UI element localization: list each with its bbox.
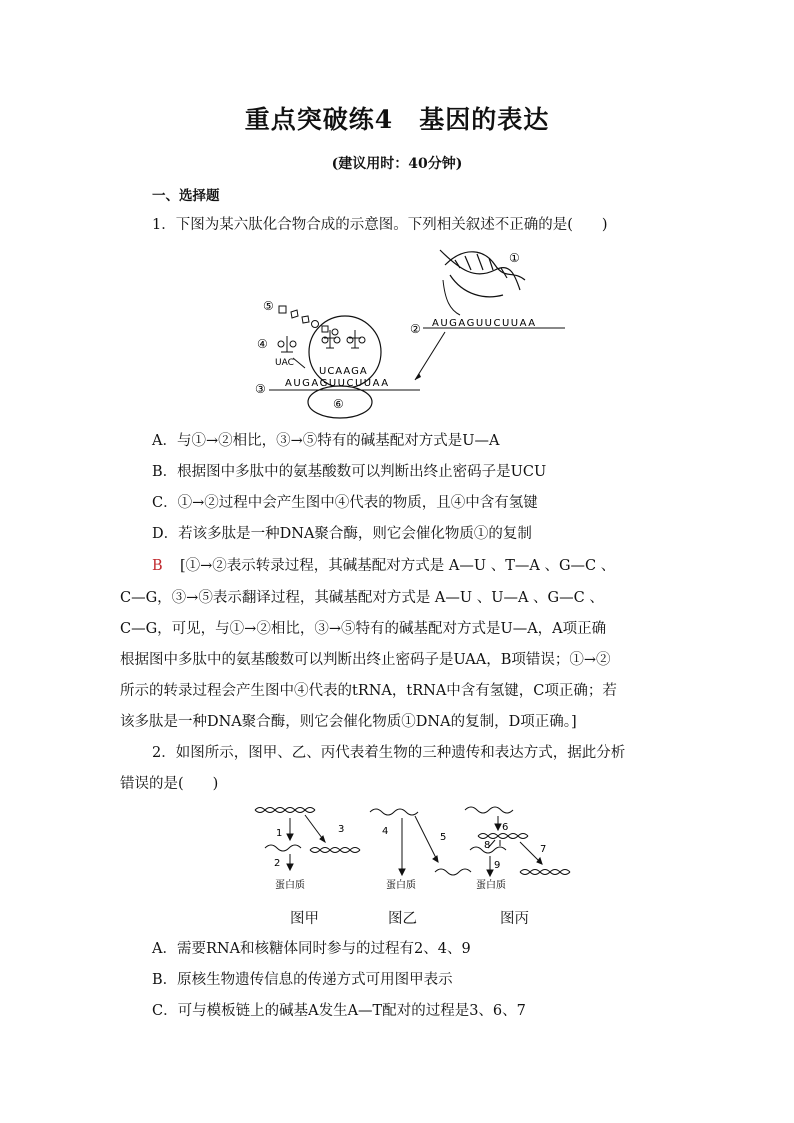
q2-figure xyxy=(250,800,590,900)
q1-figure xyxy=(245,240,590,420)
q1-explanation-line: 该多肽是一种DNA聚合酶，则它会催化物质①DNA的复制，D项正确。] xyxy=(120,714,577,730)
fig-num: 9 xyxy=(494,860,501,871)
fig-num: 1 xyxy=(276,828,283,839)
marker-6: ⑥ xyxy=(333,397,344,411)
marker-1: ① xyxy=(509,251,520,265)
q1-stem: 1．下图为某六肽化合物合成的示意图。下列相关叙述不正确的是( ) xyxy=(152,217,608,233)
q2-stem-line: 2．如图所示，图甲、乙、丙代表着生物的三种遗传和表达方式，据此分析 xyxy=(152,745,626,761)
q1-explanation-line: 所示的转录过程会产生图中④代表的tRNA，tRNA中含有氢键，C项正确；若 xyxy=(120,683,617,699)
trna-anticodon: UAC xyxy=(275,358,294,368)
q1-option-d: D．若该多肽是一种DNA聚合酶，则它会催化物质①的复制 xyxy=(152,526,532,542)
q2-option-c: C．可与模板链上的碱基A发生A—T配对的过程是3、6、7 xyxy=(152,1003,526,1019)
marker-3: ③ xyxy=(255,382,266,396)
rna-icon xyxy=(435,869,471,875)
page-title: 重点突破练4 基因的表达 xyxy=(244,105,550,134)
fig-label-b: 图乙 xyxy=(388,911,417,927)
fig-num: 5 xyxy=(440,832,447,843)
protein-label: 蛋白质 xyxy=(476,880,506,891)
rna-icon xyxy=(465,807,513,813)
marker-2: ② xyxy=(410,322,421,336)
marker-5: ⑤ xyxy=(263,299,274,313)
q2-stem-line: 错误的是( ) xyxy=(120,776,219,792)
dna-icon xyxy=(520,870,570,875)
fig-num: 2 xyxy=(274,858,281,869)
fig-num: 8 xyxy=(484,840,491,851)
fig-num: 4 xyxy=(382,826,389,837)
q1-explanation-line: [①→②表示转录过程，其碱基配对方式是 A—U 、T—A 、G—C 、 xyxy=(180,558,616,574)
q1-answer-letter: B xyxy=(152,558,163,574)
q1-explanation-line: C—G，③→⑤表示翻译过程，其碱基配对方式是 A—U 、U—A 、G—C 、 xyxy=(120,590,604,606)
marker-4: ④ xyxy=(257,337,268,351)
mrna-top-sequence: AUGAGUUCUUAA xyxy=(432,318,537,329)
protein-label: 蛋白质 xyxy=(275,880,305,891)
dna-icon xyxy=(478,834,528,839)
trna-icon xyxy=(278,336,296,352)
protein-label: 蛋白质 xyxy=(386,880,416,891)
mrna-icon xyxy=(265,845,301,851)
mrna-bottom-sequence: AUGAGUUCUUAA xyxy=(285,378,390,389)
q2-option-a: A．需要RNA和核糖体同时参与的过程有2、4、9 xyxy=(152,941,471,957)
fig-num: 7 xyxy=(540,844,547,855)
q1-option-b: B．根据图中多肽中的氨基酸数可以判断出终止密码子是UCU xyxy=(152,464,547,480)
page-subtitle: (建议用时：40分钟) xyxy=(331,156,463,172)
q1-explanation-line: 根据图中多肽中的氨基酸数可以判断出终止密码子是UAA，B项错误；①→② xyxy=(120,652,611,668)
q1-explanation-line: C—G，可见，与①→②相比，③→⑤特有的碱基配对方式是U—A，A项正确 xyxy=(120,621,607,637)
fig-label-a: 图甲 xyxy=(290,911,319,927)
section-heading: 一、选择题 xyxy=(152,188,220,204)
q1-option-c: C．①→②过程中会产生图中④代表的物质，且④中含有氢键 xyxy=(152,495,538,511)
q1-option-a: A．与①→②相比，③→⑤特有的碱基配对方式是U—A xyxy=(152,433,500,449)
fig-num: 6 xyxy=(502,822,509,833)
dna-icon xyxy=(310,848,360,853)
fig-label-c: 图丙 xyxy=(500,911,529,927)
fig-num: 3 xyxy=(338,824,345,835)
rna-icon xyxy=(370,809,418,815)
dna-icon xyxy=(255,808,315,813)
ribosome-anticodons: UCAAGA xyxy=(319,366,368,377)
q2-option-b: B．原核生物遗传信息的传递方式可用图甲表示 xyxy=(152,972,453,988)
